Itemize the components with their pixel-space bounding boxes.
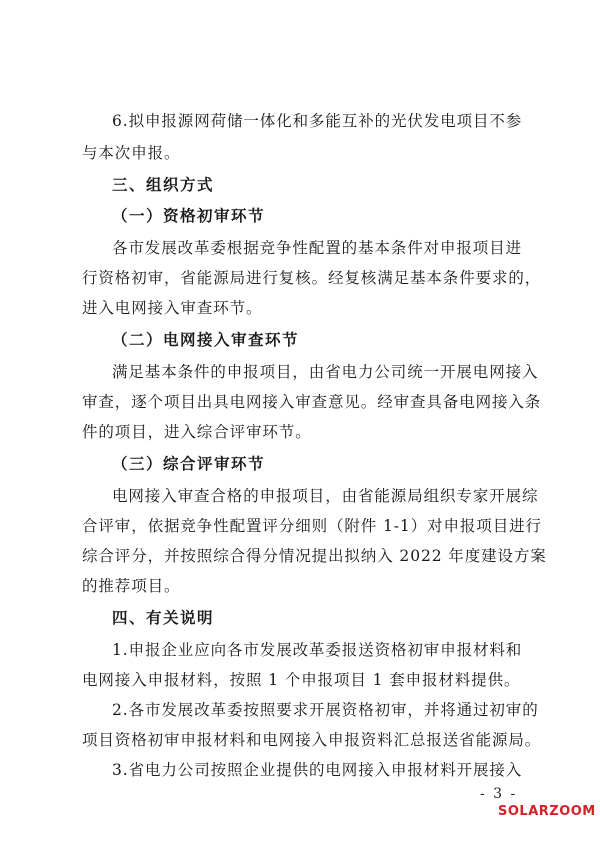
section-heading: 三、组织方式 [112,176,215,194]
paragraph-line: 满足基本条件的申报项目，由省电力公司统一开展电网接入 [112,363,539,381]
section-heading: 四、有关说明 [112,609,215,627]
paragraph-line: 行资格初审，省能源局进行复核。经复核满足基本条件要求的， [82,269,542,287]
paragraph-line: 的推荐项目。 [82,577,181,595]
subsection-heading: （二）电网接入审查环节 [112,331,300,349]
paragraph-line: 各市发展改革委根据竞争性配置的基本条件对申报项目进 [112,239,523,257]
paragraph-line: 项目资格初审申报材料和电网接入申报资料汇总报送省能源局。 [82,731,542,749]
paragraph-line: 与本次申报。 [82,144,181,162]
paragraph-line: 6.拟申报源网荷储一体化和多能互补的光伏发电项目不参 [112,112,523,130]
paragraph-line: 3.省电力公司按照企业提供的电网接入申报材料开展接入 [112,761,523,779]
paragraph-line: 电网接入审查合格的申报项目，由省能源局组织专家开展综 [112,487,539,505]
page-number: - 3 - [480,786,518,802]
subsection-heading: （三）综合评审环节 [112,455,266,473]
paragraph-line: 综合评分，并按照综合得分情况提出拟纳入 2022 年度建设方案 [82,547,547,565]
paragraph-line: 1.申报企业应向各市发展改革委报送资格初审申报材料和 [112,641,523,659]
paragraph-line: 合评审，依据竞争性配置评分细则（附件 1-1）对申报项目进行 [82,517,542,535]
paragraph-line: 审查，逐个项目出具电网接入审查意见。经审查具备电网接入条 [82,393,542,411]
paragraph-line: 2.各市发展改革委按照要求开展资格初审，并将通过初审的 [112,701,539,719]
paragraph-line: 件的项目，进入综合评审环节。 [82,423,312,441]
paragraph-line: 进入电网接入审查环节。 [82,299,263,317]
paragraph-line: 电网接入申报材料，按照 1 个申报项目 1 套申报材料提供。 [82,671,521,689]
subsection-heading: （一）资格初审环节 [112,207,266,225]
watermark: SOLARZOOM [498,804,596,819]
